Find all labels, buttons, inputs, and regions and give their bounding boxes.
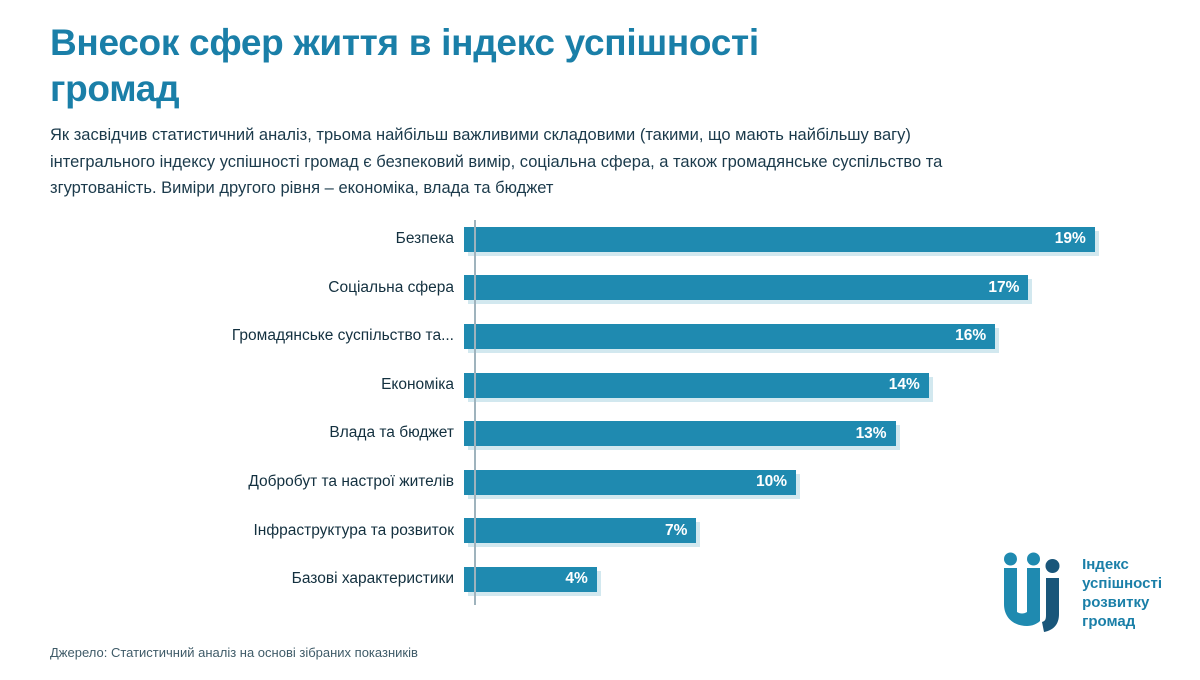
bar-value-label: 19% — [1054, 230, 1086, 248]
chart-row — [50, 312, 1150, 361]
bar-track — [464, 409, 1150, 458]
bar[interactable] — [464, 324, 995, 349]
bar-shadow — [468, 474, 800, 499]
bar[interactable] — [464, 470, 796, 495]
bar[interactable] — [464, 518, 696, 543]
bar-value-label: 7% — [664, 521, 688, 539]
bar-value-label: 16% — [955, 327, 987, 345]
bar[interactable] — [464, 275, 1028, 300]
bar[interactable] — [464, 567, 597, 592]
bar-track — [464, 507, 1150, 556]
chart-row — [50, 361, 1150, 410]
bar-shadow — [468, 425, 900, 450]
logo-line-1: Індекс — [1082, 555, 1129, 573]
bar[interactable] — [464, 421, 896, 446]
bar-shadow — [468, 279, 1032, 304]
logo — [994, 552, 1162, 634]
bar-chart — [50, 215, 1150, 615]
subtitle-text: Як засвідчив статистичний аналіз, трьома найбільш важливими складовими (такими, що мають найбільшу вагу) інтегрального індексу успішності громад є безпековий вимір, соціальна сфера, а також громадянське суспільство та згуртованість. Виміри другого рівня – економіка, влада та бюджет — [50, 126, 943, 198]
bar-track — [464, 458, 1150, 507]
bar-value-label: 14% — [888, 376, 920, 394]
bar-value-label: 4% — [565, 570, 588, 588]
bar-category-label: Інфраструктура та розвиток — [253, 521, 454, 539]
bar[interactable] — [464, 373, 929, 398]
bar-shadow — [468, 377, 933, 402]
chart-row — [50, 555, 1150, 604]
bar-category-label: Економіка — [381, 375, 454, 393]
page-title: Внесок сфер життя в індекс успішності громад — [50, 22, 759, 110]
chart-row — [50, 507, 1150, 556]
chart-rows — [50, 215, 1150, 605]
chart-row — [50, 409, 1150, 458]
bar-value-label: 10% — [755, 473, 787, 491]
bar-track — [464, 312, 1150, 361]
bar[interactable] — [464, 227, 1095, 252]
chart-row — [50, 458, 1150, 507]
bar-shadow — [468, 328, 999, 353]
bar-category-label: Безпека — [395, 230, 454, 248]
bar-category-label: Базові характеристики — [291, 570, 454, 588]
bar-category-label: Соціальна сфера — [328, 278, 454, 296]
source-note: Джерело: Статистичний аналіз на основі зібраних показників — [50, 645, 418, 660]
bar-value-label: 13% — [855, 424, 887, 442]
chart-row — [50, 264, 1150, 313]
bar-category-label: Добробут та настрої жителів — [248, 473, 454, 491]
bar-shadow — [468, 231, 1099, 256]
bar-track — [464, 264, 1150, 313]
logo-mark-icon — [994, 552, 1070, 634]
logo-text — [1082, 555, 1162, 632]
chart-row — [50, 215, 1150, 264]
logo-line-3: розвитку — [1082, 594, 1150, 611]
bar-category-label: Влада та бюджет — [329, 424, 454, 442]
bar-track — [464, 215, 1150, 264]
bar-track — [464, 361, 1150, 410]
logo-line-4: громад — [1082, 613, 1136, 631]
bar-category-label: Громадянське суспільство та... — [231, 327, 454, 345]
bar-value-label: 17% — [988, 278, 1020, 296]
logo-line-2: успішності — [1082, 574, 1162, 592]
chart-axis — [474, 220, 476, 605]
